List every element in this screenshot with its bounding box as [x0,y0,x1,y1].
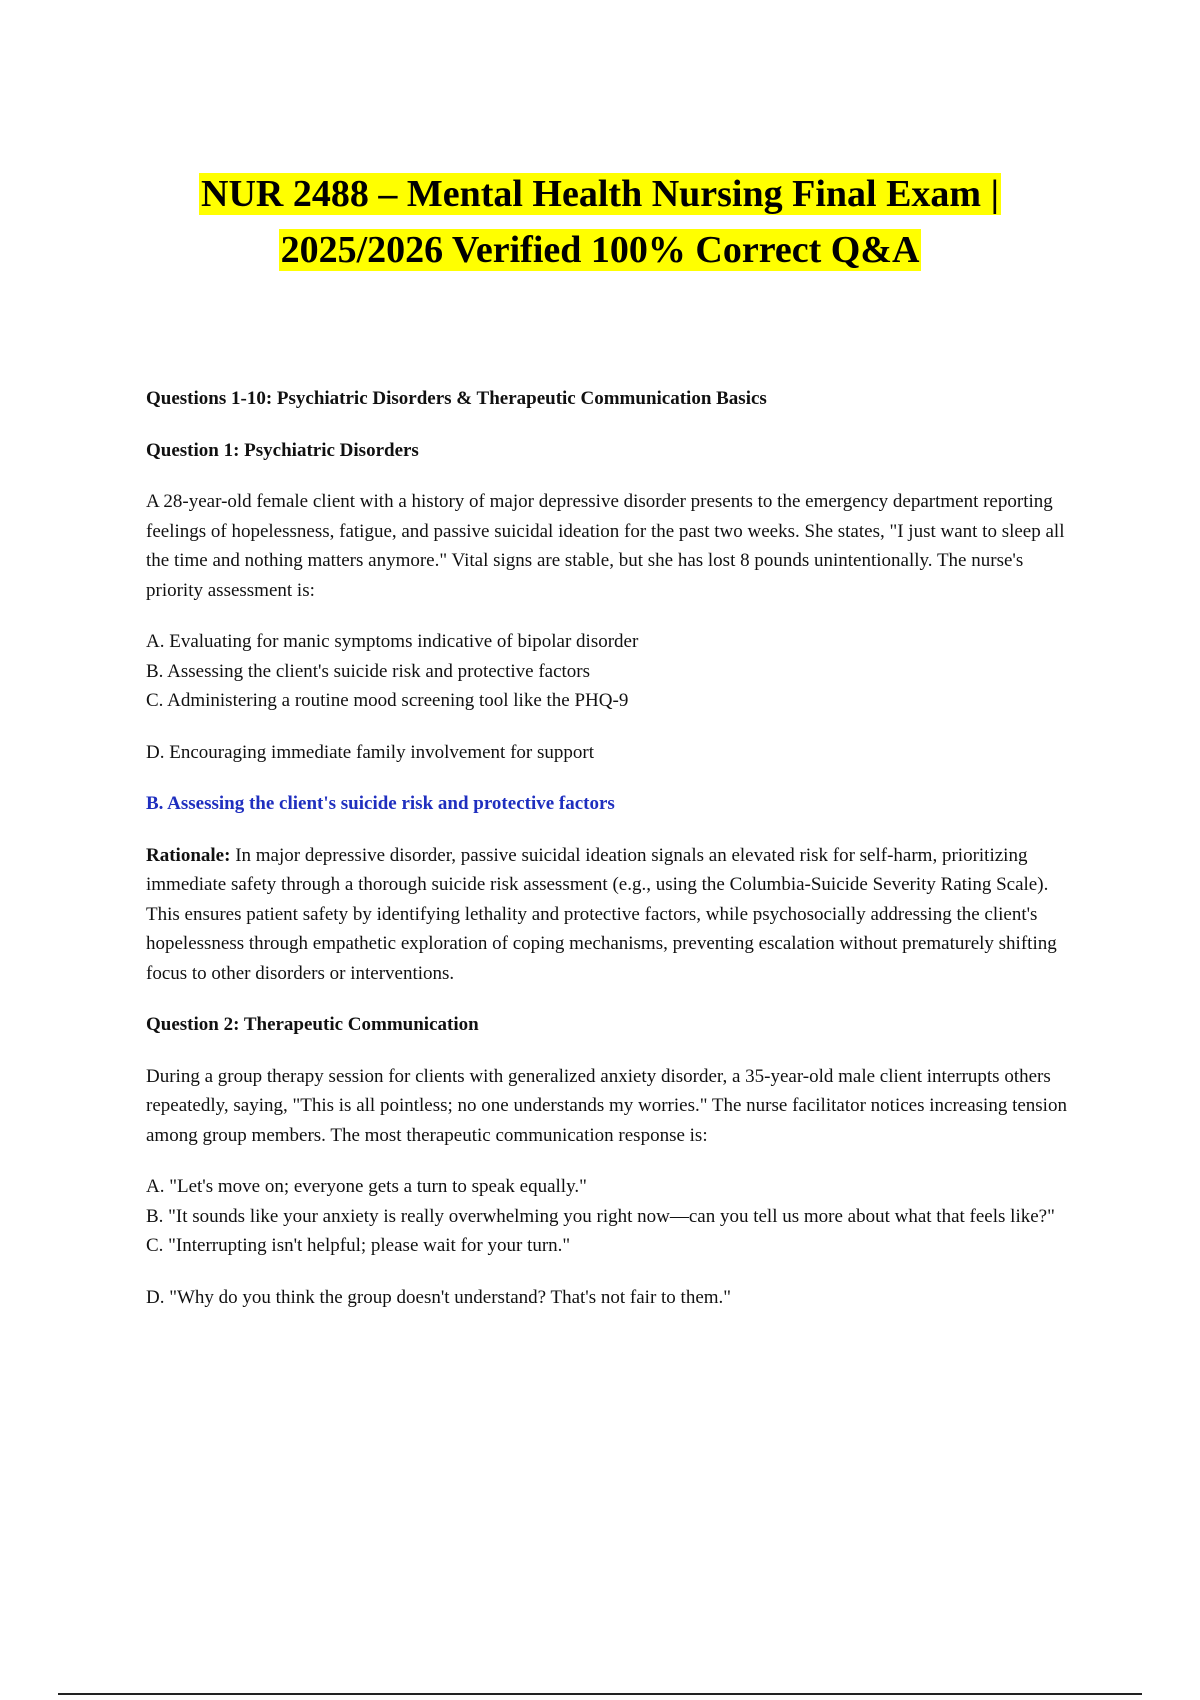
document-title [0,166,1200,278]
question-2-option-b: B. "It sounds like your anxiety is really overwhelming you right now—can you tell us more about what that feels like?" [146,1205,1055,1227]
footer-divider [58,1693,1142,1695]
rationale-label: Rationale: [146,844,231,866]
question-1-option-d: D. Encouraging immediate family involvement for support [146,741,594,763]
question-1-options [146,627,1076,767]
question-1-heading: Question 1: Psychiatric Disorders [146,439,419,461]
question-1-option-a: A. Evaluating for manic symptoms indicative of bipolar disorder [146,631,639,652]
question-2-option-d: D. "Why do you think the group doesn't understand? That's not fair to them." [146,1286,732,1308]
section-heading: Questions 1-10: Psychiatric Disorders & Therapeutic Communication Basics [146,388,767,409]
rationale-text: In major depressive disorder, passive suicidal ideation signals an elevated risk for self-harm, prioritizing immediate safety through a thorough suicide risk assessment (e.g., using the Columbia-Suicide Severity Rating Scale). This ensures patient safety by identifying lethality and protective factors, while psychosocially addressing the client's hopelessness through empathetic exploration of coping mechanisms, preventing escalation without prematurely shifting focus to other disorders or interventions. [146,844,1057,984]
document-body [146,384,1076,1334]
question-2-option-a: A. "Let's move on; everyone gets a turn to speak equally." [146,1176,587,1197]
question-2-options [146,1172,1076,1312]
title-line-2: 2025/2026 Verified 100% Correct Q&A [280,229,920,271]
question-2-option-c: C. "Interrupting isn't helpful; please wait for your turn." [146,1235,571,1256]
question-1-answer: B. Assessing the client's suicide risk and protective factors [146,793,615,814]
question-1-rationale [146,841,1076,989]
question-1-option-b: B. Assessing the client's suicide risk and protective factors [146,660,591,682]
question-1-option-c: C. Administering a routine mood screening tool like the PHQ-9 [146,690,629,711]
question-1-text: A 28-year-old female client with a history of major depressive disorder presents to the emergency department reporting feelings of hopelessness, fatigue, and passive suicidal ideation for the past two weeks. She states, "I just want to sleep all the time and nothing matters anymore." Vital signs are stable, but she has lost 8 pounds unintentionally. The nurse's priority assessment is: [146,491,1065,601]
question-2-heading: Question 2: Therapeutic Communication [146,1014,479,1035]
title-line-1: NUR 2488 – Mental Health Nursing Final Exam | [201,173,999,215]
question-2-text: During a group therapy session for clients with generalized anxiety disorder, a 35-year-old male client interrupts others repeatedly, saying, "This is all pointless; no one understands my worries." The nurse facilitator notices increasing tension among group members. The most therapeutic communication response is: [146,1065,1067,1146]
